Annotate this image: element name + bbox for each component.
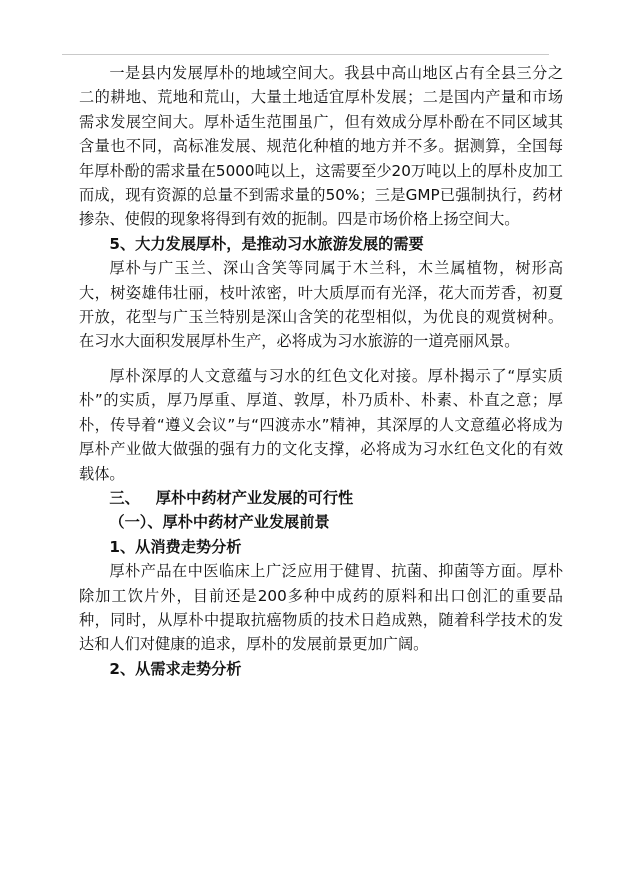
document-body (79, 61, 563, 681)
heading-prospects: （一）、厚朴中药材产业发展前景 (109, 513, 330, 532)
paragraph-culture: 厚朴深厚的人文意蕴与习水的红色文化对接。厚朴揭示了“厚实质朴”的实质，厚乃厚重、厚道、敦厚，朴乃质朴、朴素、朴直之意；厚朴，传导着“遵义会议”与“四渡赤水”精神，其深厚的人文意蕴必将成为厚朴产业做大做强的强有力的文化支撑，必将成为习水红色文化的有效载体。 (79, 366, 563, 483)
paragraph-ornamental: 厚朴与广玉兰、深山含笑等同属于木兰科，木兰属植物，树形高大，树姿雄伟壮丽，枝叶浓密，叶大质厚而有光泽，花大而芳香，初夏开放，花型与广玉兰特别是深山含笑的花型相似，为优良的观赏树种。在习水大面积发展厚朴生产，必将成为习水旅游的一道亮丽风景。 (79, 259, 563, 351)
paragraph-consumption: 厚朴产品在中医临床上广泛应用于健胃、抗菌、抑菌等方面。厚朴除加工饮片外，目前还是200多种中成药的原料和出口创汇的重要品种，同时，从厚朴中提取抗癌物质的技术日趋成熟，随着科学技术的发达和人们对健康的追求，厚朴的发展前景更加广阔。 (79, 562, 563, 654)
heading-tourism: 5、大力发展厚朴，是推动习水旅游发展的需要 (109, 234, 424, 253)
heading-feasibility (79, 486, 563, 510)
heading-feasibility-number: 三、 (109, 488, 140, 507)
heading-demand: 2、从需求走势分析 (109, 659, 242, 678)
paragraph-land-space: 一是县内发展厚朴的地域空间大。我县中高山地区占有全县三分之二的耕地、荒地和荒山，大量土地适宜厚朴发展；二是国内产量和市场需求发展空间大。厚朴适生范围虽广，但有效成分厚朴酚在不同区域其含量也不同，高标准发展、规范化种植的地方并不多。据测算，全国每年厚朴酚的需求量在5000吨以上，这需要至少20万吨以上的厚朴皮加工而成，现有资源的总量不到需求量的50%；三是GMP已强制执行，药材掺杂、使假的现象将得到有效的扼制。四是市场价格上扬空间大。 (79, 64, 563, 229)
heading-consumption: 1、从消费走势分析 (109, 537, 242, 556)
heading-feasibility-text: 厚朴中药材产业发展的可行性 (155, 488, 354, 507)
header-rule (62, 54, 549, 55)
